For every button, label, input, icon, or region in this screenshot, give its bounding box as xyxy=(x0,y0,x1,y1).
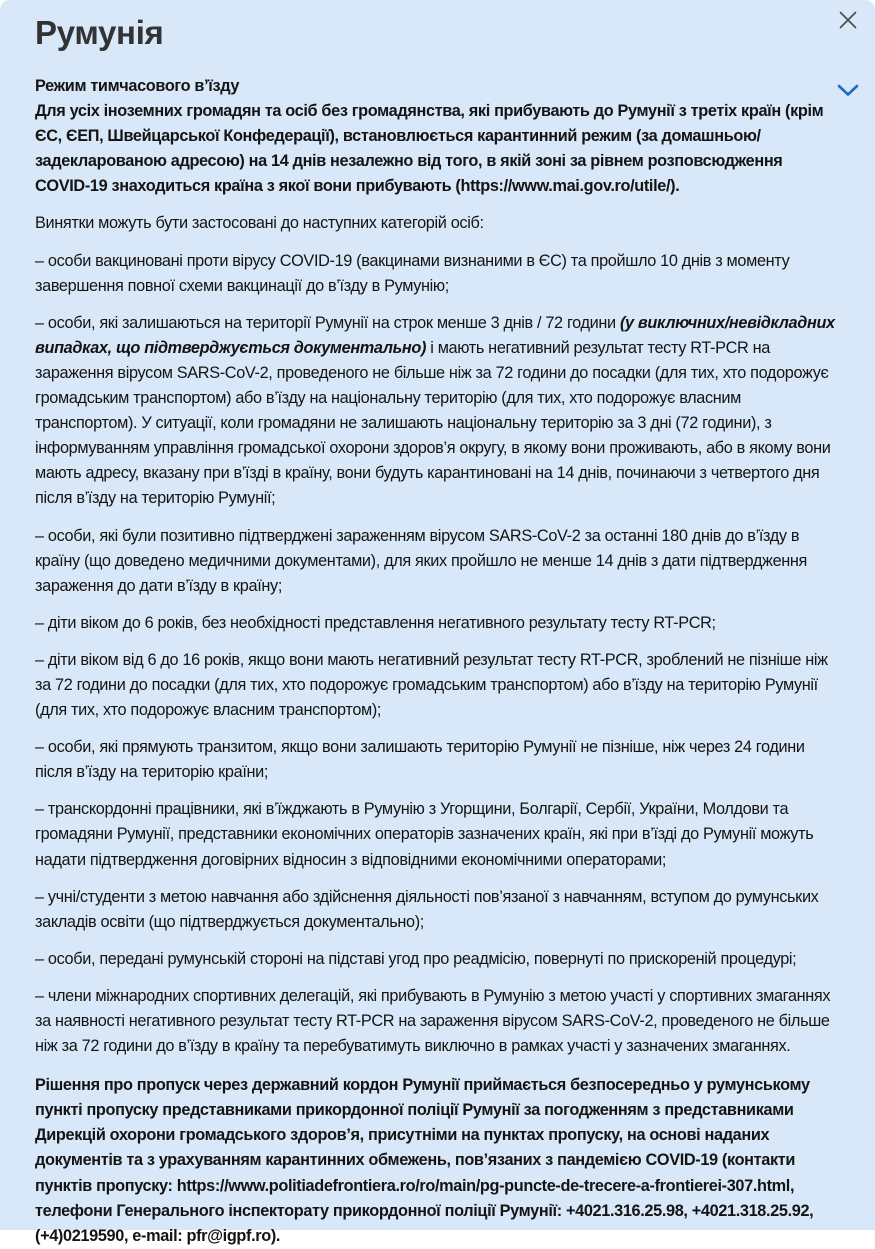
exception-item-text: – особи, які залишаються на території Румунії на строк менше 3 днів / 72 години xyxy=(35,314,620,332)
entry-regime-intro xyxy=(35,74,837,199)
exception-item-text: – члени міжнародних спортивних делегацій, які прибувають в Румунію з метою участі у спортивних змаганнях за наявності негативного результат тесту RT-PCR на зараження вірусом SARS-CoV-2, проведеного не більше ніж за 72 години до в’їзду в країну та перебуватимуть виключно в рамках участі у зазначених змаганнях. xyxy=(35,987,830,1055)
exception-item-text: – особи, передані румунській стороні на підставі угод про реадмісію, повернуті по прискореній процедурі; xyxy=(35,950,796,968)
collapse-section-button[interactable] xyxy=(835,82,861,102)
exception-item xyxy=(35,885,837,935)
entry-regime-section xyxy=(35,74,837,1249)
exception-item xyxy=(35,611,837,636)
exception-item-emphasis: (у виключних/невідкладних випадках, що підтверджується документально) xyxy=(35,314,835,357)
border-crossing-decision-note: Рішення про пропуск через державний кордон Румунії приймається безпосередньо у румунському пункті пропуску представниками прикордонної поліції Румунії за погодженням з представниками Дирекцій охорони громадського здоров’я, присутніми на пунктах пропуску, на основі наданих документів та з урахуванням карантинних обмежень, пов’язаних з пандемією COVID-19 (контакти пунктів пропуску: https://www.politiadefrontiera.ro/ro/main/pg-puncte-de-trecere-a-frontierei-307.html, телефони Генерального інспекторату прикордонної поліції Румунії: +4021.316.25.98, +4021.318.25.92, (+4)0219590, e-mail: pfr@igpf.ro). xyxy=(35,1073,837,1249)
entry-regime-heading: Режим тимчасового в’їзду xyxy=(35,74,837,99)
exception-item-text: – особи вакциновані проти вірусу COVID-19 (вакцинами визнаними в ЄС) та пройшло 10 днів з моменту завершення повної схеми вакцинації до в’їзду в Румунію; xyxy=(35,252,789,295)
exception-item xyxy=(35,947,837,972)
page-title: Румунія xyxy=(35,14,837,52)
entry-regime-intro-text: Для усіх іноземних громадян та осіб без громадянства, які прибувають до Румунії з третіх країн (крім ЄС, ЄЕП, Швейцарської Конфедерації), встановлюється карантинний режим (за домашньою/задекларованою адресою) на 14 днів незалежно від того, в якій зоні за рівнем розповсюдження COVID-19 знаходиться країна з якої вони прибувають (https://www.mai.gov.ro/utile/). xyxy=(35,102,823,195)
exception-item xyxy=(35,648,837,723)
exception-item-text: – діти віком від 6 до 16 років, якщо вони мають негативний результат тесту RT-PCR, зроблений не пізніше ніж за 72 години до посадки (для тих, хто подорожує громадським транспортом) або в’їзду на територію Румунії (для тих, хто подорожує власним транспортом); xyxy=(35,651,828,719)
exceptions-lead: Винятки можуть бути застосовані до наступних категорій осіб: xyxy=(35,211,837,236)
exception-item xyxy=(35,524,837,599)
exception-item-text: – діти віком до 6 років, без необхідності представлення негативного результату тесту RT-PCR; xyxy=(35,614,716,632)
exception-item-text: – особи, які прямують транзитом, якщо вони залишають територію Румунії не пізніше, ніж через 24 години після в’їзду на територію країни; xyxy=(35,738,805,781)
exception-item-text: – особи, які були позитивно підтверджені зараженням вірусом SARS-CoV-2 за останні 180 днів до в’їзду в країну (що доведено медичними документами), для яких пройшло не менше 14 днів з дати підтвердження зараження до дати в’їзду в країну; xyxy=(35,527,807,595)
exception-item xyxy=(35,249,837,299)
close-button[interactable] xyxy=(835,8,861,34)
exception-item xyxy=(35,984,837,1059)
chevron-down-icon xyxy=(837,84,859,100)
exception-item-text: – транскордонні працівники, які в’їжджають в Румунію з Угорщини, Болгарії, Сербії, України, Молдови та громадяни Румунії, представники економічних операторів зазначених країн, які при в’їзді до Румунії можуть надати підтвердження договірних відносин з відповідними економічними операторами; xyxy=(35,800,813,868)
exception-item xyxy=(35,735,837,785)
exception-item-text: – учні/студенти з метою навчання або здійснення діяльності пов’язаної з навчанням, вступом до румунських закладів освіти (що підтверджується документально); xyxy=(35,888,818,931)
exception-item-text: і мають негативний результат тесту RT-PCR на зараження вірусом SARS-CoV-2, проведеного не більше ніж за 72 години до посадки (для тих, хто подорожує громадським транспортом) або в’їзду на національну територію (для тих, хто подорожує власним транспортом). У ситуації, коли громадяни не залишають національну територію за 3 дні (72 години), з інформуванням управління громадської охорони здоров’я округу, в якому вони проживають, або в якому вони мають адресу, вказану при в’їзді в країну, вони будуть карантиновані на 14 днів, починаючи з четвертого дня після в’їзду на територію Румунії; xyxy=(35,339,830,508)
exception-item xyxy=(35,797,837,872)
close-icon xyxy=(838,10,858,33)
exception-item xyxy=(35,311,837,512)
